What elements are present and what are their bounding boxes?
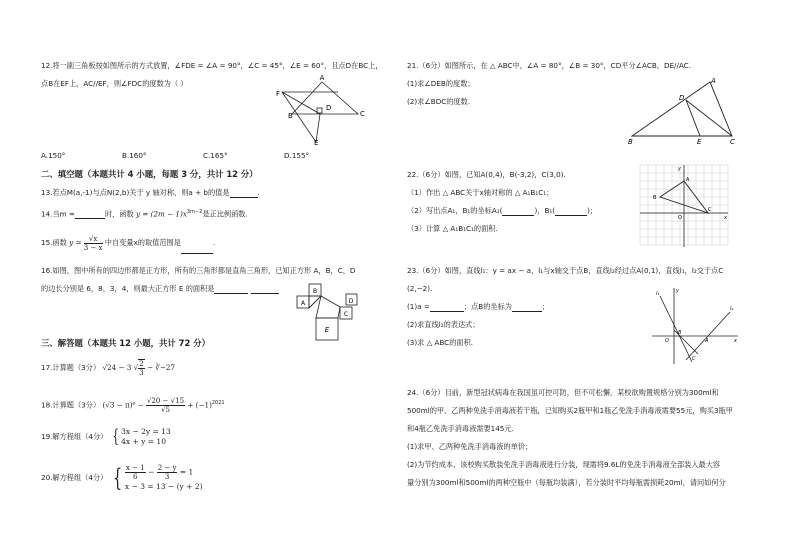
q17-denominator: 3 xyxy=(139,369,144,377)
q18-denominator: √5 xyxy=(161,405,170,414)
q18-exponent: 2021 xyxy=(211,400,225,406)
q16-line2-text: 的边长分别是 6，8，3，4，则最大正方形 E 的面积是 xyxy=(41,284,215,293)
q23-label-y: y xyxy=(676,288,679,294)
q15: 15.函数 y = $\frac{√x}{3 - x}$ 中自变量x的取值范围是 . xyxy=(41,233,215,254)
q15-pre: 15.函数 xyxy=(41,238,67,247)
q18 xyxy=(41,393,225,415)
q14-post: 是正比例函数. xyxy=(202,209,248,219)
q22-blank-a1 xyxy=(502,206,534,216)
q20-eq2: x − 3 = 13 − (y + 2) xyxy=(124,481,203,491)
q16-label-a: A xyxy=(300,300,306,307)
q12-figure xyxy=(272,74,372,146)
q23-blank-b xyxy=(512,302,542,312)
q20-eq1: $\frac{x - 1}{6}$ − $\frac{2 - y}{3}$ = 1 xyxy=(125,463,194,481)
q15-y: y = xyxy=(69,238,82,247)
q14 xyxy=(41,208,248,219)
q22-label-y: y xyxy=(678,166,681,172)
q16-label-b: B xyxy=(312,288,318,295)
q12-choice-d: D.155° xyxy=(284,151,310,160)
q15-denominator: 3 − x xyxy=(83,243,103,252)
q19-eq2: 4x + y = 10 xyxy=(121,437,166,446)
q12-choice-b: B.160° xyxy=(122,151,147,160)
q16-blank-ext xyxy=(251,284,279,294)
q20-eq1-num1: x − 1 xyxy=(125,463,145,472)
q23-sub3: (3)求 △ ABC的面积. xyxy=(407,338,474,347)
q23-line2: (2,−2). xyxy=(407,284,433,293)
q12-label-c: C xyxy=(360,110,365,118)
q20-pre: 20.解方程组（4分） xyxy=(41,473,108,482)
q23-label-a: A xyxy=(705,338,709,344)
q24-line6: 量分别为300ml和500ml的两种空瓶中（每瓶均装满），若分装时平均每瓶需损耗20ml，请问如何分 xyxy=(407,478,726,487)
q20-eq1-frac2 xyxy=(157,464,178,481)
q18-numerator: √20 − √15 xyxy=(147,396,185,405)
q22-label-o: O xyxy=(678,215,682,221)
q16-blank xyxy=(214,284,248,294)
q21-label-e: E xyxy=(697,138,702,146)
q20-eq1-frac1 xyxy=(125,464,146,481)
q12-choice-a: A.150° xyxy=(41,151,66,160)
q21-label-a: A xyxy=(711,77,716,85)
q24-line5: (2)为节约成本，该校购买散装免洗手消毒液进行分装，现需将9.6L的免洗手消毒液全部装入最大容 xyxy=(407,460,721,469)
q19-system xyxy=(121,427,171,447)
q16-line1: 16.如图，图中所有的四边形都是正方形，所有的三角形都是直角三角形，已知正方形 A，B，C，D xyxy=(41,266,356,275)
q20-eq1-den1: 6 xyxy=(133,472,138,481)
q12-label-e: E xyxy=(314,139,319,146)
q22-sub1: （1）作出 △ ABC关于x轴对称的 △ A₁B₁C₁； xyxy=(407,188,554,197)
q23-line1: 23.（6分）如图，直线l₁：y = ax − a，l₁与x轴交于点B，直线l₂经过点A(0,1)，直线l₁，l₂交于点C xyxy=(407,266,724,275)
q14-formula: y = (2m − 1)x xyxy=(136,209,187,219)
q16-label-e: E xyxy=(324,326,330,334)
q21-label-d: D xyxy=(679,94,685,102)
q15-fraction xyxy=(84,235,103,252)
q22-sub2-b: )，B₁( xyxy=(534,206,556,215)
q12-choice-c: C.165° xyxy=(203,151,228,160)
q24-sub1: (1)求甲、乙两种免洗手消毒液的单价； xyxy=(407,442,533,451)
q14-pre: 14.当m = xyxy=(41,209,75,219)
q23-label-o: O xyxy=(665,338,669,344)
q18-tail: + (−1) xyxy=(187,400,212,410)
q17: 17.计算题（3分） √24 − 3 √ $\frac{2}{3}$ − ∛−27 xyxy=(41,360,176,377)
q23-label-c: C xyxy=(692,356,696,362)
q13-blank xyxy=(230,188,258,198)
q16-line2 xyxy=(41,284,279,294)
q20-eq1-num2: 2 − y xyxy=(157,463,177,472)
q21-label-b: B xyxy=(628,138,633,146)
q17-fraction xyxy=(138,359,144,377)
q22-label-b: B xyxy=(653,195,657,201)
q17-formula: √24 − 3 xyxy=(102,363,132,372)
q12-label-d: D xyxy=(326,104,332,112)
q23-figure xyxy=(648,284,740,366)
q22-sub2-c: )； xyxy=(587,206,598,215)
q12-label-f: F xyxy=(276,90,281,98)
q15-post: 中自变量x的取值范围是 xyxy=(104,238,181,247)
q24-line3: 和4瓶乙免洗手消毒液需要145元. xyxy=(407,424,514,433)
q13: 13.若点M(a,-1)与点N(2,b)关于 y 轴对称，则a + b的值是 . xyxy=(41,188,260,197)
q22-sub2 xyxy=(407,206,597,216)
q21-sub1: (1)求∠DEB的度数； xyxy=(407,79,475,88)
q22-label-a: A xyxy=(686,177,690,183)
q21-sub2: (2)求∠BDC的度数. xyxy=(407,97,471,106)
q23-sub1-c: ； xyxy=(541,302,550,311)
q23-sub1 xyxy=(407,302,549,312)
q19-eq1: 3x − 2y = 13 xyxy=(121,427,171,436)
section-3-heading: 三、解答题（本题共 12 小题，共计 72 分） xyxy=(41,338,210,348)
q16-label-d: D xyxy=(348,298,354,305)
q14-mid: 时，函数 xyxy=(104,209,134,219)
q17-pre: 17.计算题（3分） xyxy=(41,363,101,372)
q23-label-b: B xyxy=(678,330,682,336)
q14-exponent: 3m−2 xyxy=(186,209,203,215)
q18-fraction xyxy=(146,397,185,414)
q23-blank-a xyxy=(430,302,464,312)
q22-label-x: x xyxy=(724,215,727,221)
q12-line2: 点B在EF上，AC//EF，则∠FDC的度数为（ ） xyxy=(41,79,188,88)
q20-system xyxy=(125,464,203,493)
q20-eq1-rhs: = 1 xyxy=(179,467,194,476)
q20-eq1-den2: 3 xyxy=(164,472,170,481)
q12-line1: 12.将一副三角板按如图所示的方式放置，∠FDE = ∠A = 90°，∠C = 45°，∠E = 60°，且点D在BC上， xyxy=(41,61,383,70)
q23-sub1-b: ；点B的坐标为 xyxy=(463,302,512,311)
q16-label-c: C xyxy=(343,311,349,318)
q18-formula: (√3 − π)⁰ − xyxy=(102,400,144,410)
q21-label-c: C xyxy=(730,138,735,146)
q16-figure xyxy=(294,280,364,350)
section-2-heading: 二、填空题（本题共计 4 小题，每题 3 分，共计 12 分） xyxy=(41,169,258,179)
q21-figure xyxy=(624,76,744,148)
q21-line1: 21.（6分）如图所示，在 △ ABC中，∠A = 80°，∠B = 30°，CD平分∠ACB，DE//AC. xyxy=(407,61,691,70)
q22-grid-figure xyxy=(638,163,730,249)
q24-line1: 24.（6分）目前，新型冠状病毒在我国虽可控可防，但不可松懈，某校欲购置规格分别为300ml和 xyxy=(407,388,719,397)
q15-blank xyxy=(181,233,213,254)
q12-label-b: B xyxy=(288,112,293,120)
q17-numerator: 2 xyxy=(139,360,144,368)
q23-label-l1: l₁ xyxy=(656,291,660,297)
q22-label-c: C xyxy=(708,207,712,213)
q22-blank-b1 xyxy=(555,206,587,216)
q23-sub1-a: (1)a = xyxy=(407,302,430,311)
q23-label-x: x xyxy=(734,338,737,344)
q18-pre: 18.计算题（3分） xyxy=(41,400,101,410)
q24-line2: 500ml的甲、乙两种免洗手消毒液若干瓶，已知购买2瓶甲和1瓶乙免洗手消毒液需要55元，购买3瓶甲 xyxy=(407,406,733,415)
q22-line1: 22.（6分）如图，已知A(0,4)，B(-3,2)，C(3,0). xyxy=(407,170,566,179)
q19: 19.解方程组（4分） { 3x − 2y = 13 4x + y = 10 xyxy=(41,426,171,447)
q22-sub3: （3）计算 △ A₁B₁C₁的面积. xyxy=(407,224,498,233)
q19-pre: 19.解方程组（4分） xyxy=(41,432,108,441)
q20: 20.解方程组（4分） { $\frac{x - 1}{6}$ − $\frac{2 - y}{3}$ = 1 x − 3 = 13 − (y + 2) xyxy=(41,463,203,492)
q15-numerator: √x xyxy=(84,235,103,244)
q13-text: 13.若点M(a,-1)与点N(2,b)关于 y 轴对称，则a + b的值是 xyxy=(41,188,230,197)
q14-blank xyxy=(75,209,105,219)
q12-label-a: A xyxy=(319,74,325,82)
q17-tail: − ∛−27 xyxy=(146,363,176,372)
q23-sub2: (2)求直线l₂的表达式； xyxy=(407,320,480,329)
q23-label-l2: l₂ xyxy=(730,306,734,312)
q22-sub2-a: （2）写出点A₁，B₁的坐标A₁( xyxy=(407,206,503,215)
